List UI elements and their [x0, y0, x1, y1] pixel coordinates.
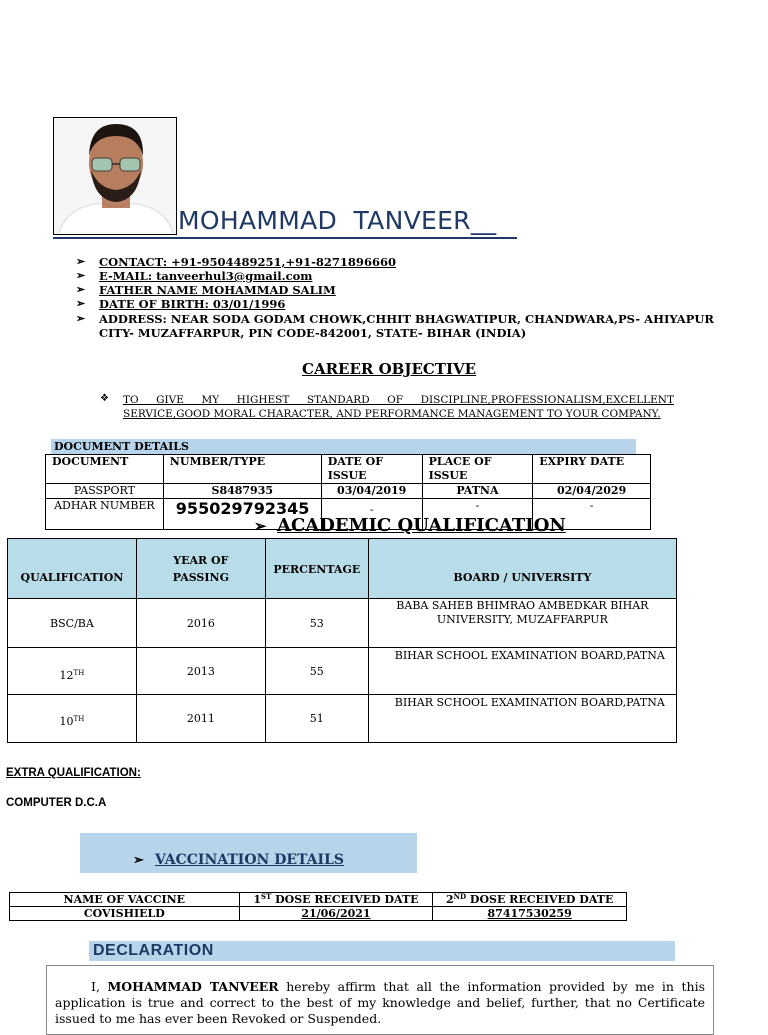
- extra-qualification-value: COMPUTER D.C.A: [6, 797, 107, 809]
- second-dose-cell: 87417530259: [433, 907, 627, 921]
- year-cell: 2013: [136, 648, 265, 695]
- table-header-cell: YEAR OF PASSING: [136, 539, 265, 599]
- board-cell: BIHAR SCHOOL EXAMINATION BOARD,PATNA: [368, 648, 676, 695]
- qualification-label: BSC/BA: [50, 616, 94, 630]
- table-header-cell: [433, 893, 627, 907]
- table-cell: 03/04/2019: [321, 484, 422, 499]
- table-cell: ADHAR NUMBER: [46, 499, 164, 530]
- board-cell: BABA SAHEB BHIMRAO AMBEDKAR BIHAR UNIVERSITY, MUZAFFARPUR: [368, 599, 676, 648]
- dose-number: 2: [445, 893, 454, 906]
- career-objective-heading: CAREER OBJECTIVE: [302, 360, 477, 378]
- arrow-bullet-icon: ➢: [76, 297, 86, 310]
- table-header-row: [10, 893, 627, 907]
- table-cell: PATNA: [422, 484, 533, 499]
- contact-phone: CONTACT: +91-9504489251,+91-8271896660: [99, 255, 396, 269]
- name-underline: [53, 237, 517, 239]
- table-row: [8, 648, 677, 695]
- table-header-cell: EXPIRY DATE: [533, 455, 651, 484]
- document-details-heading: DOCUMENT DETAILS: [51, 439, 636, 454]
- table-header-cell: NAME OF VACCINE: [10, 893, 240, 907]
- ordinal-suffix: TH: [73, 714, 85, 723]
- person-portrait-icon: [54, 118, 177, 235]
- declaration-heading: DECLARATION: [89, 941, 675, 961]
- table-header-cell: BOARD / UNIVERSITY: [368, 539, 676, 599]
- table-header-cell: DATE OF ISSUE: [321, 455, 422, 484]
- ordinal-suffix: ST: [261, 892, 272, 901]
- declaration-intro: I,: [91, 979, 108, 994]
- table-header-row: [46, 455, 651, 484]
- board-cell: BIHAR SCHOOL EXAMINATION BOARD,PATNA: [368, 695, 676, 743]
- percentage-cell: 55: [265, 648, 368, 695]
- qualification-label: 10: [59, 714, 74, 728]
- date-of-birth: DATE OF BIRTH: 03/01/1996: [99, 297, 286, 311]
- percentage-cell: 53: [265, 599, 368, 648]
- dose-label: DOSE RECEIVED DATE: [466, 893, 614, 906]
- declaration-box: [46, 965, 714, 1035]
- table-header-cell: DOCUMENT: [46, 455, 164, 484]
- first-dose-cell: 21/06/2021: [239, 907, 433, 921]
- table-header-cell: QUALIFICATION: [8, 539, 137, 599]
- table-header-cell: [239, 893, 433, 907]
- table-cell: PASSPORT: [46, 484, 164, 499]
- qualification-cell: [8, 695, 137, 743]
- table-cell: S8487935: [163, 484, 321, 499]
- table-header-row: [8, 539, 677, 599]
- academic-heading: ACADEMIC QUALIFICATION: [277, 515, 566, 536]
- profile-photo: [53, 117, 177, 235]
- extra-qualification-heading: EXTRA QUALIFICATION:: [6, 767, 141, 779]
- address-line-1: ADDRESS: NEAR SODA GODAM CHOWK,CHHIT BHAGWATIPUR, CHANDWARA,PS- AHIYAPUR: [99, 312, 714, 326]
- career-objective-text: TO GIVE MY HIGHEST STANDARD OF DISCIPLINE,PROFESSIONALISM,EXCELLENT SERVICE,GOOD MORAL CHARACTER, AND PERFORMANCE MANAGEMENT TO YOUR COMPANY.: [123, 394, 674, 420]
- qualification-label: 12: [59, 669, 74, 682]
- ordinal-suffix: TH: [73, 669, 85, 677]
- year-cell: 2011: [136, 695, 265, 743]
- table-row: [10, 907, 627, 921]
- table-header-cell: PLACE OF ISSUE: [422, 455, 533, 484]
- diamond-bullet-icon: ❖: [100, 393, 109, 404]
- table-row: [46, 484, 651, 499]
- dose-label: DOSE RECEIVED DATE: [271, 893, 419, 906]
- candidate-name: MOHAMMAD TANVEER__: [178, 206, 497, 235]
- qualification-cell: [8, 599, 137, 648]
- father-name: FATHER NAME MOHAMMAD SALIM: [99, 283, 336, 297]
- arrow-bullet-icon: ➢: [76, 255, 86, 268]
- declaration-text: hereby affirm that all the information provided by me in this application is true and correct to the best of my knowledge and belief, further, that no Certificate issued to me has ever been Revoked or Suspended.: [55, 979, 705, 1026]
- table-header-cell: PERCENTAGE: [265, 539, 368, 599]
- percentage-cell: 51: [265, 695, 368, 743]
- arrow-bullet-icon: ➢: [133, 853, 144, 868]
- aadhar-number: 955029792345: [163, 499, 321, 530]
- arrow-bullet-icon: ➢: [76, 312, 86, 325]
- arrow-bullet-icon: ➢: [254, 517, 267, 535]
- table-row: [8, 599, 677, 648]
- arrow-bullet-icon: ➢: [76, 269, 86, 282]
- vaccination-heading: VACCINATION DETAILS: [155, 852, 345, 868]
- year-cell: 2016: [136, 599, 265, 648]
- vaccination-table: [9, 892, 627, 921]
- declaration-name: MOHAMMAD TANVEER: [107, 979, 279, 994]
- table-cell: -: [422, 499, 533, 530]
- contact-email[interactable]: E-MAIL: tanveerhul3@gmail.com: [99, 269, 313, 283]
- table-cell: -: [321, 499, 422, 530]
- table-row: [8, 695, 677, 743]
- academic-table: [7, 538, 677, 743]
- table-header-cell: NUMBER/TYPE: [163, 455, 321, 484]
- vaccine-name-cell: COVISHIELD: [10, 907, 240, 921]
- qualification-cell: [8, 648, 137, 695]
- table-cell: 02/04/2029: [533, 484, 651, 499]
- arrow-bullet-icon: ➢: [76, 283, 86, 296]
- table-cell: -: [533, 499, 651, 530]
- dose-number: 1: [253, 893, 262, 906]
- ordinal-suffix: ND: [453, 892, 467, 901]
- address-line-2: CITY- MUZAFFARPUR, PIN CODE-842001, STATE- BIHAR (INDIA): [99, 326, 527, 340]
